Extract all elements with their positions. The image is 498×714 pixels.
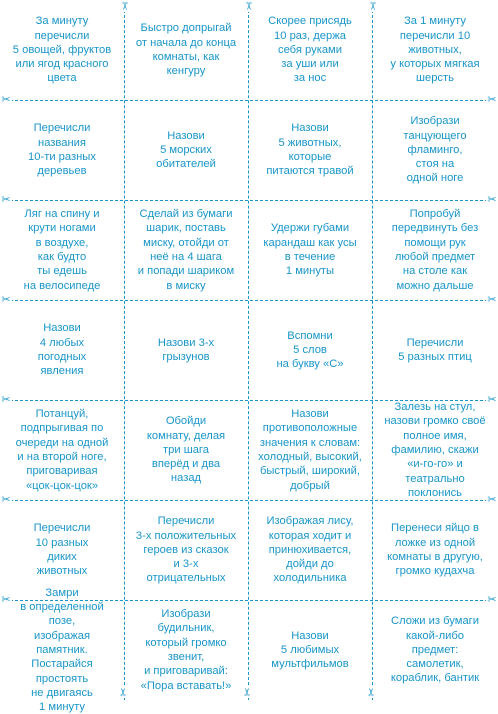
scissors-icon: ✂ — [487, 493, 497, 506]
task-card-text: Перечисли названия 10-ти разных деревьев — [28, 122, 96, 178]
task-card-text: Скорее присядь 10 раз, держа себя руками за уши или за нос — [268, 15, 352, 85]
scissors-icon: ✂ — [366, 1, 379, 11]
scissors-icon: ✂ — [242, 1, 255, 11]
task-card-text: Изобрази танцующего фламинго, стоя на одной ноге — [403, 115, 467, 185]
task-card — [248, 0, 372, 100]
task-card-text: Перечисли 3-х положительных героев из сказок и 3-х отрицательных — [135, 515, 237, 585]
task-card-text: Назови 5 любимых мультфильмов — [271, 629, 349, 671]
task-card — [124, 600, 248, 700]
task-card — [248, 600, 372, 700]
task-card-text: Сделай из бумаги шарик, поставь миску, отойди от неё на 4 шага и попади шариком в миску — [137, 208, 235, 292]
task-card-text: Попробуй передвинуть без помощи рук любой предмет на столе как можно дальше — [391, 208, 479, 292]
scissors-icon: ✂ — [1, 193, 11, 206]
scissors-icon: ✂ — [1, 393, 11, 406]
task-card — [0, 300, 124, 400]
task-card-text: Ляг на спину и крути ногами в воздухе, как будто ты едешь на велосипеде — [23, 208, 101, 292]
task-card-text: Залезь на стул, назови громко своё полное имя, фамилию, скажи «и-го-го» и театрально поклонись — [384, 400, 486, 499]
task-card — [124, 500, 248, 600]
task-card — [248, 300, 372, 400]
scissors-icon: ✂ — [487, 393, 497, 406]
scissors-icon: ✂ — [117, 687, 130, 697]
task-card-text: Перечисли 10 разных диких животных — [33, 522, 91, 578]
task-card-text: Перенеси яйцо в ложке из одной комнаты в другую, громко кудахча — [387, 522, 483, 578]
task-card — [0, 100, 124, 200]
scissors-icon: ✂ — [1, 93, 11, 106]
task-card-text: За минуту перечисли 5 овощей, фруктов или ягод красного цвета — [12, 15, 112, 85]
task-card — [372, 600, 498, 700]
scissors-icon: ✂ — [487, 593, 497, 606]
scissors-icon: ✂ — [1, 293, 11, 306]
task-card — [372, 0, 498, 100]
task-card — [372, 500, 498, 600]
task-card-text: Потанцуй, подпрыгивая по очереди на одной и на второй ноге, приговаривая «цок-цок-цок» — [15, 408, 109, 492]
task-card-text: Изображая лису, которая ходит и принюхивается, дойди до холодильника — [266, 515, 354, 585]
task-card — [248, 100, 372, 200]
task-card — [248, 400, 372, 500]
task-card — [124, 100, 248, 200]
task-card — [248, 200, 372, 300]
task-card — [124, 200, 248, 300]
task-card — [0, 400, 124, 500]
task-card — [0, 586, 124, 714]
task-card-text: Назови противоположные значения к словам: холодный, высокий, быстрый, широкий, добрый — [258, 408, 362, 492]
task-card — [124, 300, 248, 400]
scissors-icon: ✂ — [241, 687, 254, 697]
task-card — [0, 200, 124, 300]
scissors-icon: ✂ — [1, 593, 11, 606]
scissors-icon: ✂ — [487, 293, 497, 306]
task-card — [372, 300, 498, 400]
task-card-text: Назови 4 любых погодных явления — [37, 322, 87, 378]
task-card-text: За 1 минуту перечисли 10 животных, у которых мягкая шерсть — [390, 15, 480, 85]
task-card-text: Назови 5 морских обитателей — [156, 129, 216, 171]
task-card-text: Сложи из бумаги какой-либо предмет: самолетик, кораблик, бантик — [390, 615, 480, 685]
scissors-icon: ✂ — [487, 93, 497, 106]
scissors-icon: ✂ — [365, 687, 378, 697]
task-card-text: Обойди комнату, делая три шага вперёд и два назад — [146, 415, 226, 485]
task-card-text: Назови 5 животных, которые питаются травой — [266, 122, 354, 178]
scissors-icon: ✂ — [118, 1, 131, 11]
task-card — [124, 0, 248, 100]
task-card-text: Удержи губами карандаш как усы в течение 1 минуты — [263, 222, 357, 278]
task-card — [248, 500, 372, 600]
task-card — [0, 0, 124, 100]
task-card-text: Вспомни 5 слов на букву «С» — [276, 329, 344, 371]
task-card-text: Изобрази будильник, который громко звенит, и приговаривай: «Пора вставать!» — [140, 608, 232, 692]
task-card-text: Замри в определенной позе, изображая памятник. Постарайся простоять не двигаясь 1 минуту — [20, 586, 104, 714]
task-card-text: Быстро допрыгай от начала до конца комнаты, как кенгуру — [135, 22, 237, 78]
task-card — [124, 400, 248, 500]
task-card-text: Перечисли 5 разных птиц — [398, 336, 472, 363]
task-card-text: Назови 3-х грызунов — [157, 336, 215, 363]
scissors-icon: ✂ — [1, 493, 11, 506]
task-card — [372, 100, 498, 200]
task-card — [372, 200, 498, 300]
task-card — [372, 400, 498, 500]
scissors-icon: ✂ — [487, 193, 497, 206]
